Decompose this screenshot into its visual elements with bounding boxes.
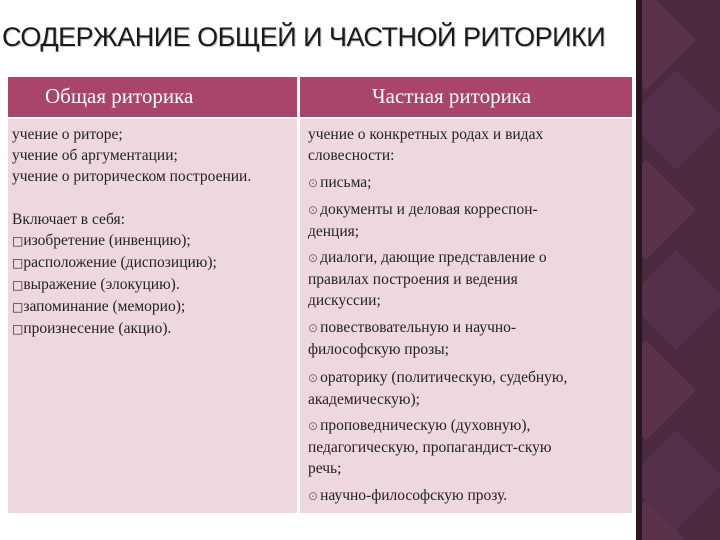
general-intro-line: учение о риторическом построении. — [12, 168, 252, 185]
circle-bullet-icon: ⊙ — [308, 251, 319, 265]
box-icon: □ — [12, 256, 24, 270]
includes-item: □запоминание (меморио); — [12, 298, 186, 315]
general-intro-line: учение об аргументации; — [12, 147, 178, 164]
slide-title: СОДЕРЖАНИЕ ОБЩЕЙ И ЧАСТНОЙ РИТОРИКИ — [2, 22, 606, 52]
general-intro — [12, 124, 251, 187]
private-cell — [300, 119, 632, 513]
circle-bullet-icon: ⊙ — [308, 176, 319, 190]
box-icon: □ — [12, 300, 24, 314]
private-item: ⊙ письма; — [308, 174, 372, 191]
general-intro-line: учение о риторе; — [12, 126, 123, 143]
circle-bullet-icon: ⊙ — [308, 489, 319, 503]
private-item: ⊙ научно-философскую прозу. — [308, 487, 508, 504]
includes-label: Включает в себя: — [12, 211, 125, 228]
header-general-label: Общая риторика — [45, 84, 194, 108]
private-intro — [308, 124, 543, 166]
box-icon: □ — [12, 234, 24, 248]
private-intro-line: учение о конкретных родах и видах — [308, 126, 544, 143]
includes-item: □произнесение (акцио). — [12, 320, 172, 337]
decorative-pattern — [636, 0, 720, 540]
private-item: ⊙ документы и деловая корреспон- денция; — [308, 201, 538, 240]
header-private-label: Частная риторика — [372, 84, 532, 108]
includes-item: □изобретение (инвенцию); — [12, 232, 191, 249]
circle-bullet-icon: ⊙ — [308, 321, 319, 335]
header-private — [300, 77, 632, 117]
circle-bullet-icon: ⊙ — [308, 203, 319, 217]
includes-item: □расположение (диспозицию); — [12, 254, 217, 271]
private-item: ⊙ ораторику (политическую, судебную, академическую); — [308, 369, 568, 408]
private-item: ⊙ проповедническую (духовную), педагогическую, пропагандист-скую речь; — [308, 417, 552, 477]
circle-bullet-icon: ⊙ — [308, 371, 319, 385]
box-icon: □ — [12, 322, 24, 336]
comparison-table — [8, 77, 632, 513]
includes-item: □выражение (элокуцию). — [12, 276, 180, 293]
general-includes — [12, 209, 217, 340]
general-cell — [8, 119, 297, 513]
decorative-sidebar — [636, 0, 720, 540]
private-item: ⊙ повествовательную и научно- философскую прозы; — [308, 319, 517, 358]
private-intro-line: словесности: — [308, 147, 395, 164]
private-item: ⊙ диалоги, дающие представление о правилах построения и ведения дискуссии; — [308, 249, 547, 309]
sidebar-edge — [636, 0, 642, 540]
header-general — [8, 77, 297, 117]
circle-bullet-icon: ⊙ — [308, 419, 319, 433]
box-icon: □ — [12, 278, 24, 292]
